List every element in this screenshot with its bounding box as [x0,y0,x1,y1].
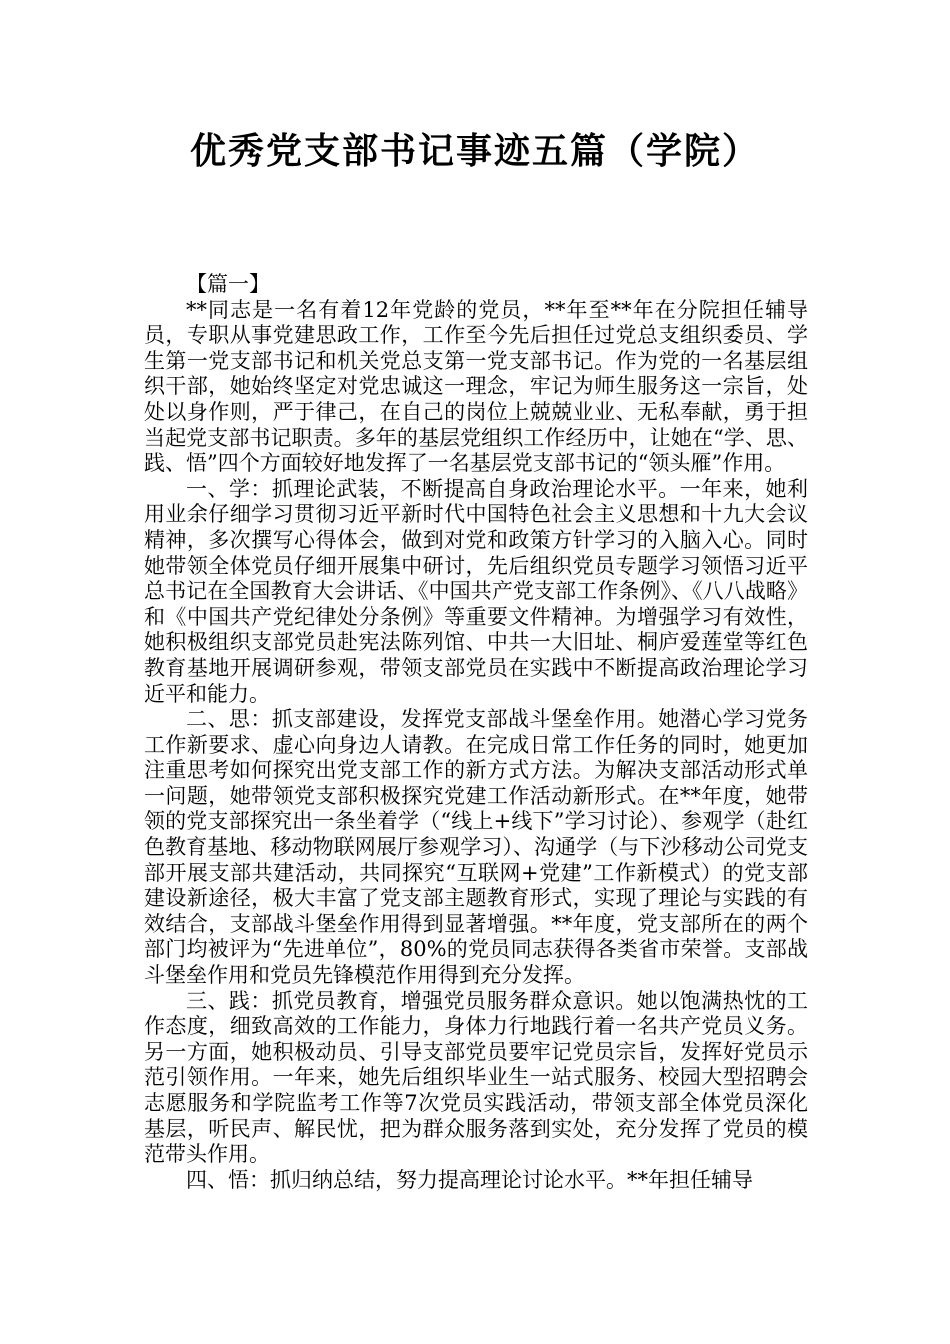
section-label: 【篇一】 [186,272,270,296]
paragraph-study: 一、学：抓理论武装，不断提高自身政治理论水平。一年来，她利用业余仔细学习贯彻习近平新时代中国特色社会主义思想和十九大会议精神，多次撰写心得体会，做到对党和政策方针学习的入脑入心。同时她带领全体党员仔细开展集中研讨，先后组织党员专题学习领悟习近平总书记在全国教育大会讲话、《中国共产党支部工作条例》、《八八战略》和《中国共产党纪律处分条例》等重要文件精神。为增强学习有效性，她积极组织支部党员赴宪法陈列馆、中共一大旧址、桐庐爱莲堂等红色教育基地开展调研参观，带领支部党员在实践中不断提高政治理论学习近平和能力。 [144,476,808,706]
paragraph-practice: 三、践：抓党员教育，增强党员服务群众意识。她以饱满热忱的工作态度，细致高效的工作能力，身体力行地践行着一名共产党员义务。另一方面，她积极动员、引导支部党员要牢记党员宗旨，发挥好党员示范引领作用。一年来，她先后组织毕业生一站式服务、校园大型招聘会志愿服务和学院监考工作等7次党员实践活动，带领支部全体党员深化基层，听民声、解民忧，把为群众服务落到实处，充分发挥了党员的模范带头作用。 [144,988,808,1167]
document-title: 优秀党支部书记事迹五篇（学院） [189,131,760,172]
document-body [144,272,808,1193]
paragraph-realize: 四、悟：抓归纳总结，努力提高理论讨论水平。**年担任辅导 [186,1167,753,1192]
paragraph-intro: **同志是一名有着12年党龄的党员，**年至**年在分院担任辅导员，专职从事党建思政工作，工作至今先后担任过党总支组织委员、学生第一党支部书记和机关党总支第一党支部书记。作为党的一名基层组织干部，她始终坚定对党忠诚这一理念，牢记为师生服务这一宗旨，处处以身作则，严于律己，在自己的岗位上兢兢业业、无私奉献，勇于担当起党支部书记职责。多年的基层党组织工作经历中，让她在“学、思、践、悟”四个方面较好地发挥了一名基层党支部书记的“领头雁”作用。 [144,297,808,476]
paragraph-think: 二、思：抓支部建设，发挥党支部战斗堡垒作用。她潜心学习党务工作新要求、虚心向身边人请教。在完成日常工作任务的同时，她更加注重思考如何探究出党支部工作的新方式方法。为解决支部活动形式单一问题，她带领党支部积极探究党建工作活动新形式。在**年度，她带领的党支部探究出一条坐着学（“线上+线下”学习讨论）、参观学（赴红色教育基地、移动物联网展厅参观学习）、沟通学（与下沙移动公司党支部开展支部共建活动，共同探究“互联网+党建”工作新模式）的党支部建设新途径，极大丰富了党支部主题教育形式，实现了理论与实践的有效结合，支部战斗堡垒作用得到显著增强。**年度，党支部所在的两个部门均被评为“先进单位”，80%的党员同志获得各类省市荣誉。支部战斗堡垒作用和党员先锋模范作用得到充分发挥。 [144,707,808,988]
